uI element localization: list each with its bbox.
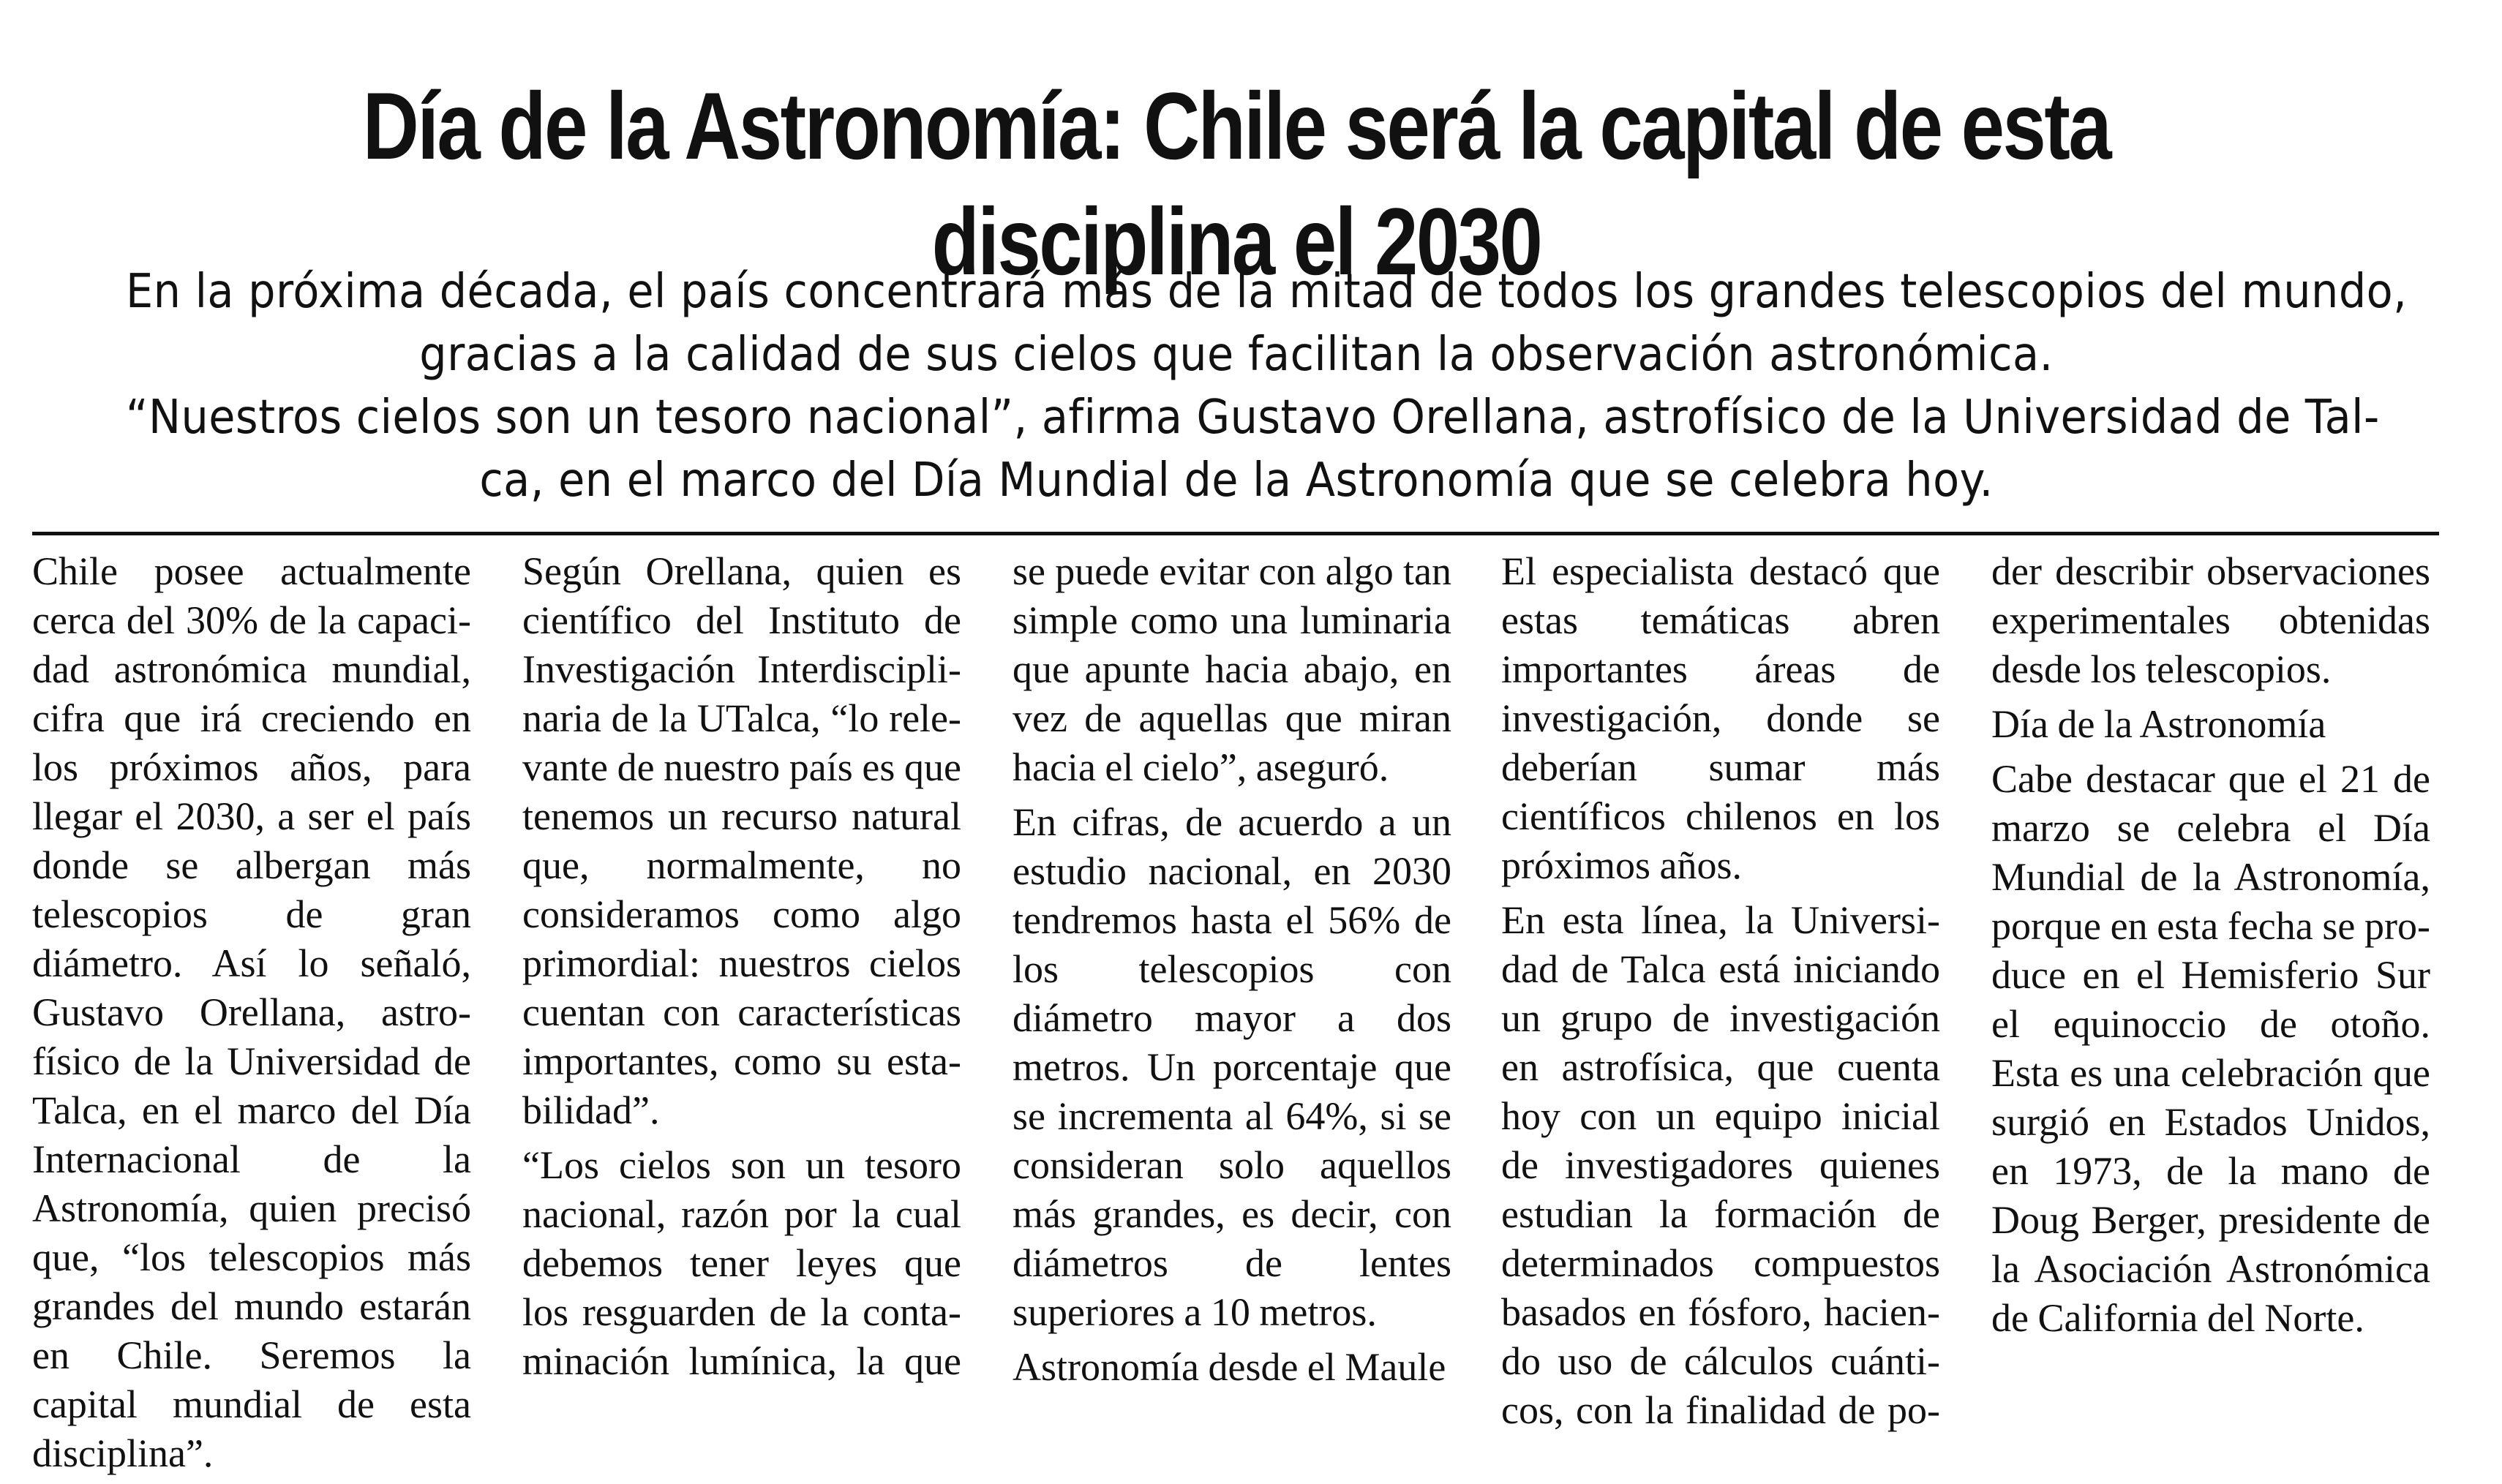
paragraph: En cifras, de acuerdo a un estudio nacional, en 2030 tendremos hasta el 56% de los telescopios con diámetro mayor a dos metros. Un porcentaje que se incrementa al 64%, si se consideran solo aquellos más grandes, es decir, con diámetros de lentes superiores a 10 metros.: [1013, 800, 1451, 1334]
paragraph: Según Orellana, quien es científico del Instituto de Investigación Interdisciplinaria de la UTalca, “lo relevante de nuestro país es que tenemos un recurso natural que, normalmente, no consideramos como algo primordial: nuestros cielos cuentan con características importantes, como su estabilidad”.: [522, 549, 961, 1132]
section-heading: Astronomía desde el Maule: [1013, 1345, 1446, 1389]
subhead-line-1: En la próxima década, el país concentrará más de la mitad de todos los grandes telescopios del mundo,: [126, 265, 2408, 319]
column-4: [1501, 547, 1940, 1441]
subhead-line-4: ca, en el marco del Día Mundial de la Astronomía que se celebra hoy.: [479, 453, 1994, 508]
paragraph: Chile posee actualmente cerca del 30% de la capacidad astronómica mundial, cifra que irá creciendo en los próximos años, para llegar el 2030, a ser el país donde se albergan más telescopios de gran diámetro. Así lo señaló, Gustavo Orellana, astrofísico de la Universidad de Talca, en el marco del Día Internacional de la Astronomía, quien precisó que, “los telescopios más grandes del mundo estarán en Chile. Seremos la capital mundial de esta disciplina”.: [32, 549, 471, 1475]
column-2: [522, 547, 961, 1392]
paragraph: El especialista destacó que estas temáticas abren importantes áreas de investigación, donde se deberían sumar más científicos chilenos en los próximos años.: [1501, 549, 1940, 887]
column-3: [1013, 547, 1451, 1398]
section-heading: Día de la Astronomía: [1991, 702, 2326, 746]
paragraph: En esta línea, la Universidad de Talca está iniciando un grupo de investigación en astrofísica, que cuenta hoy con un equipo inicial de investigadores quienes estudian la formación de determinados compuestos basados en fósforo, haciendo uso de cálculos cuánticos, con la finalidad de po-: [1501, 898, 1940, 1432]
headline-line-2: disciplina el 2030: [931, 188, 1541, 295]
paragraph: “Los cielos son un tesoro nacional, razón por la cual debemos tener leyes que los resguarden de la contaminación lumínica, la que: [522, 1143, 961, 1383]
divider-rule: [32, 532, 2439, 535]
subheadline: [126, 260, 2408, 512]
paragraph: der describir observaciones experimentales obtenidas desde los telescopios.: [1991, 549, 2430, 691]
article-body: [32, 547, 2439, 1475]
subhead-line-3: “Nuestros cielos son un tesoro nacional”, afirma Gustavo Orellana, astrofísico de la Universidad de Tal-: [126, 391, 2380, 445]
paragraph: se puede evitar con algo tan simple como una luminaria que apunte hacia abajo, en vez de aquellas que miran hacia el cielo”, aseguró.: [1013, 549, 1451, 789]
paragraph: Cabe destacar que el 21 de marzo se celebra el Día Mundial de la Astronomía, porque en esta fecha se produce en el Hemisferio Sur el equinoccio de otoño. Esta es una celebración que surgió en Estados Unidos, en 1973, de la mano de Doug Berger, presidente de la Asociación Astronómica de California del Norte.: [1991, 757, 2430, 1340]
headline-line-1: Día de la Astronomía: Chile será la capital de esta: [362, 72, 2111, 180]
column-1: [32, 547, 471, 1484]
column-5: [1991, 547, 2430, 1349]
subhead-line-2: gracias a la calidad de sus cielos que facilitan la observación astronómica.: [419, 328, 2054, 382]
